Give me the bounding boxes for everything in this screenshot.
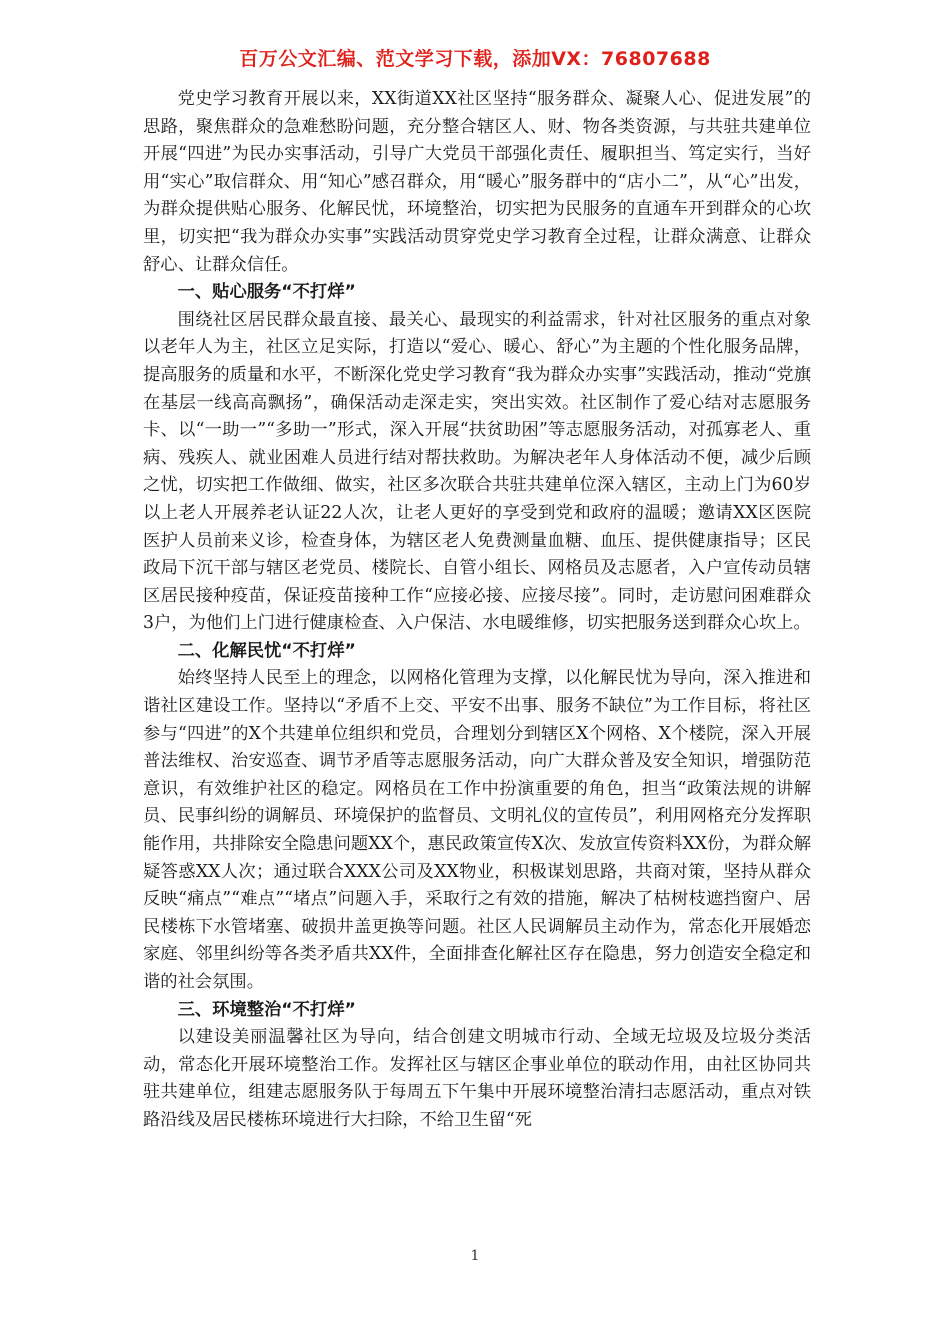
section-paragraph-2: 始终坚持人民至上的理念，以网格化管理为支撑，以化解民忧为导向，深入推进和谐社区建设工作。坚持以“矛盾不上交、平安不出事、服务不缺位”为工作目标，将社区参与“四进”的X个共建单位组织和党员，合理划分到辖区X个网格、X个楼院，深入开展普法维权、治安巡查、调节矛盾等志愿服务活动，向广大群众普及安全知识，增强防范意识，有效维护社区的稳定。网格员在工作中扮演重要的角色，担当“政策法规的讲解员、民事纠纷的调解员、环境保护的监督员、文明礼仪的宣传员”，利用网格充分发挥职能作用，共排除安全隐患问题XX个，惠民政策宣传X次、发放宣传资料XX份，为群众解疑答惑XX人次；通过联合XXX公司及XX物业，积极谋划思路，共商对策，坚持从群众反映“痛点”“难点”“堵点”问题入手，采取行之有效的措施，解决了枯树枝遮挡窗户、居民楼栋下水管堵塞、破损井盖更换等问题。社区人民调解员主动作为，常态化开展婚恋家庭、邻里纠纷等各类矛盾共XX件，全面排查化解社区存在隐患，努力创造安全稳定和谐的社会氛围。: [143, 668, 811, 992]
section-paragraph-1: 围绕社区居民群众最直接、最关心、最现实的利益需求，针对社区服务的重点对象以老年人为主，社区立足实际，打造以“爱心、暖心、舒心”为主题的个性化服务品牌，提高服务的质量和水平，不断深化党史学习教育“我为群众办实事”实践活动，推动“党旗在基层一线高高飘扬”，确保活动走深走实，突出实效。社区制作了爱心结对志愿服务卡、以“一助一”“多助一”形式，深入开展“扶贫助困”等志愿服务活动，对孤寡老人、重病、残疾人、就业困难人员进行结对帮扶救助。为解决老年人身体活动不便，减少后顾之忧，切实把工作做细、做实，社区多次联合共驻共建单位深入辖区，主动上门为60岁以上老人开展养老认证22人次，让老人更好的享受到党和政府的温暖；邀请XX区医院医护人员前来义诊，检查身体，为辖区老人免费测量血糖、血压、提供健康指导；区民政局下沉干部与辖区老党员、楼院长、自管小组长、网格员及志愿者，入户宣传动员辖区居民接种疫苗，保证疫苗接种工作“应接必接、应接尽接”。同时，走访慰问困难群众3户，为他们上门进行健康检查、入户保洁、水电暖维修，切实把服务送到群众心坎上。: [143, 309, 811, 634]
section-heading-3: 三、环境整治“不打烊”: [177, 999, 356, 1020]
section-paragraph-3: 以建设美丽温馨社区为导向，结合创建文明城市行动、全域无垃圾及垃圾分类活动，常态化开展环境整治工作。发挥社区与辖区企事业单位的联动作用，由社区协同共驻共建单位，组建志愿服务队于每周五下午集中开展环境整治清扫志愿活动，重点对铁路沿线及居民楼栋环境进行大扫除，不给卫生留“死: [143, 1027, 811, 1130]
document-body: [143, 86, 811, 1135]
page-number: 1: [470, 1248, 480, 1264]
header-banner: 百万公文汇编、范文学习下载，添加VX：76807688: [239, 48, 711, 70]
intro-paragraph: 党史学习教育开展以来，XX街道XX社区坚持“服务群众、凝聚人心、促进发展”的思路，聚焦群众的急难愁盼问题，充分整合辖区人、财、物各类资源，与共驻共建单位开展“四进”为民办实事活动，引导广大党员干部强化责任、履职担当、笃定实行，当好用“实心”取信群众、用“知心”感召群众，用“暖心”服务群中的“店小二”，从“心”出发，为群众提供贴心服务、化解民忧，环境整治，切实把为民服务的直通车开到群众的心坎里，切实把“我为群众办实事”实践活动贯穿党史学习教育全过程，让群众满意、让群众舒心、让群众信任。: [143, 89, 811, 275]
section-heading-1: 一、贴心服务“不打烊”: [177, 282, 356, 303]
section-heading-2: 二、化解民忧“不打烊”: [177, 640, 356, 661]
